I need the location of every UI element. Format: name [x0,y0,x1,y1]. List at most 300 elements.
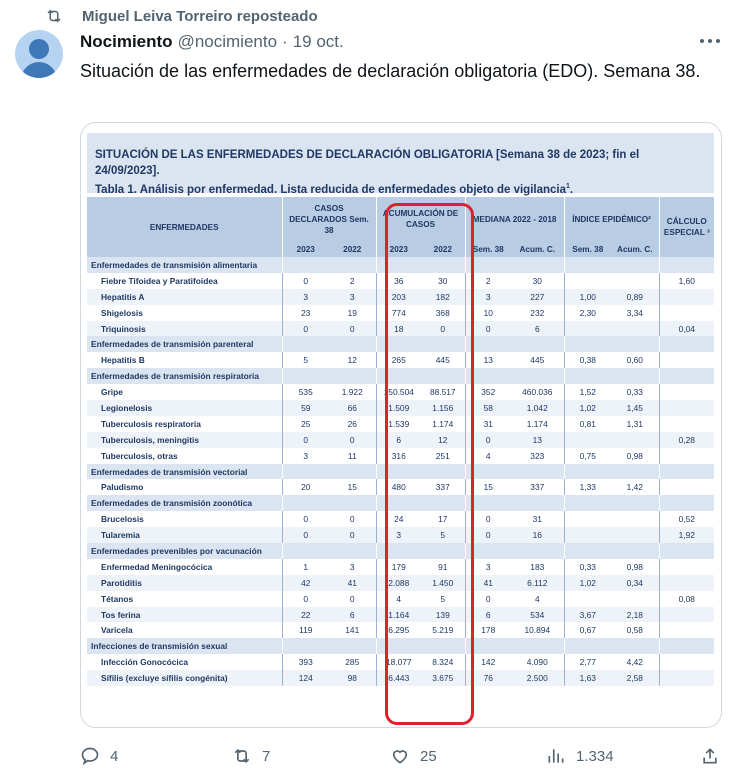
group-empty-cell [564,368,611,384]
table-cell: 535 [282,384,329,400]
table-cell: 1.042 [511,400,564,416]
table-cell: 0,38 [564,352,611,368]
table-cell: 1,42 [626,482,643,493]
more-dot-icon [708,39,712,43]
header-sem38: Sem. 38 [465,241,511,257]
table-cell: 98 [329,670,376,686]
repost-indicator[interactable] [44,6,318,26]
group-empty-cell [376,543,421,559]
table-cell [611,591,659,607]
more-dot-icon [700,39,704,43]
table-cell: 16 [511,527,564,543]
table-cell: 2.088 [376,575,421,591]
table-cell: 2.500 [511,670,564,686]
header-year: 2022 [421,241,465,257]
group-empty-cell [511,543,564,559]
table-cell: 119 [282,622,329,638]
group-name: Enfermedades de transmisión alimentaria [87,257,282,273]
tweet-date[interactable]: 19 oct. [292,32,344,51]
table-cell: 26 [347,418,357,429]
table-cell: 4 [534,593,540,604]
table-row [87,591,714,607]
table-cell: 12 [347,355,357,366]
disease-name: Parotiditis [87,575,282,591]
group-empty-cell [465,336,511,352]
table-cell: 12 [421,432,465,448]
group-empty-cell [564,638,611,654]
avatar-body [21,62,57,78]
separator-dot: · [282,32,288,51]
table-cell: 2,18 [611,607,659,623]
table-cell [659,416,714,432]
document-title-line1: SITUACIÓN DE LAS ENFERMEDADES DE DECLARACIÓN OBLIGATORIA [Semana 38 de 2023; fin el 24/09/2023]. [95,149,640,177]
table-cell: 1,60 [659,273,714,289]
table-cell: 179 [376,559,421,575]
table-row [87,305,714,321]
table-cell [659,575,714,591]
group-empty-cell [465,257,511,273]
share-button[interactable] [700,744,720,768]
table-cell: 0,58 [626,625,643,636]
group-empty-cell [421,543,465,559]
table-cell: 1,00 [564,289,611,305]
table-cell: 232 [530,307,545,318]
table-cell [564,321,611,337]
views-button[interactable] [546,744,614,768]
like-button[interactable] [390,744,437,768]
group-empty-cell [611,368,659,384]
table-cell: 1,52 [564,384,611,400]
table-cell: 8.324 [432,657,454,668]
table-cell: 15 [347,482,357,493]
table-cell: 1,45 [611,400,659,416]
table-cell: 124 [282,670,329,686]
table-cell: 6.112 [511,575,564,591]
header-mediana: MEDIANA 2022 - 2018 [465,197,564,241]
group-empty-cell [511,495,564,511]
table-cell: 0,52 [659,511,714,527]
table-cell: 91 [438,561,448,572]
table-cell: 0 [465,511,511,527]
table-row [87,607,714,623]
group-empty-cell [376,368,421,384]
group-empty-cell [282,368,329,384]
table-cell: 18 [376,321,421,337]
group-empty-cell [465,368,511,384]
group-empty-cell [659,495,714,511]
document-title-line2-wrap: Tabla 1. Análisis por enfermedad. Lista reducida de enfermedades objeto de vigilancia$^1$. [95,183,574,196]
disease-name: Tos ferina [87,607,282,623]
avatar[interactable] [15,30,63,78]
table-cell: 6.443 [376,670,421,686]
table-cell: 142 [465,654,511,670]
table-row [87,273,714,289]
table-cell: 76 [465,670,511,686]
table-row [87,670,714,686]
table-cell: 5 [282,352,329,368]
document-title-sup: 1 [566,183,570,190]
tweet-text: Situación de las enfermedades de declaración obligatoria (EDO). Semana 38. [80,61,701,81]
table-cell: 139 [421,607,465,623]
views-icon [546,746,566,766]
table-cell: 0 [282,321,329,337]
table-cell: 3,67 [564,607,611,623]
group-empty-cell [659,368,714,384]
table-row [87,384,714,400]
tweet-header [80,31,344,53]
reply-count: 4 [110,747,119,765]
table-cell [659,479,714,495]
table-cell [611,321,659,337]
table-cell: 0,98 [626,450,643,461]
disease-name: Fiebre Tifoidea y Paratifoidea [101,275,218,286]
disease-name: Infección Gonocócica [101,657,189,668]
share-icon [700,746,720,766]
table-cell: 6 [465,607,511,623]
table-cell: 5.219 [432,625,454,636]
table-cell: 3 [465,559,511,575]
table-row [87,479,714,495]
table-cell: 30 [532,275,542,286]
group-empty-cell [421,495,465,511]
group-empty-cell [329,464,376,480]
table-cell: 393 [282,654,329,670]
table-row [87,654,714,670]
table-cell: 2 [465,273,511,289]
table-cell: 3.675 [421,670,465,686]
table-cell: 182 [421,289,465,305]
table-cell [564,527,611,543]
table-group-row [87,638,714,654]
reply-button[interactable] [80,744,118,768]
disease-name: Triquinosis [87,321,282,337]
edo-document [87,131,714,723]
group-name: Infecciones de transmisión sexual [87,638,282,654]
table-group-row [87,495,714,511]
table-cell: 6 [376,432,421,448]
table-cell: 265 [376,352,421,368]
group-empty-cell [329,257,376,273]
group-empty-cell [421,257,465,273]
table-cell: 1,02 [564,575,611,591]
header-sem38: Sem. 38 [564,241,611,257]
table-cell: 445 [435,355,450,366]
table-cell: 59 [282,400,329,416]
author-handle[interactable]: @nocimiento [177,32,278,51]
header-acumc: Acum. C. [511,241,564,257]
table-group-row [87,257,714,273]
table-cell: 337 [435,482,450,493]
table-cell [659,654,714,670]
group-empty-cell [282,543,329,559]
avatar-head [29,39,49,59]
group-empty-cell [511,638,564,654]
table-cell [564,273,611,289]
disease-name: Tuberculosis, otras [101,450,178,461]
table-cell: 4 [376,591,421,607]
table-cell: 13 [511,432,564,448]
table-cell: 0,75 [564,448,611,464]
table-cell: 0 [329,432,376,448]
repost-icon [44,7,64,25]
table-cell [611,511,659,527]
disease-name: Hepatitis B [101,355,145,366]
disease-name: Sífilis (excluye sífilis congénita) [87,670,282,686]
table-row [87,352,714,368]
table-group-row [87,464,714,480]
table-cell: 11 [347,450,357,461]
table-cell: 0,60 [626,355,643,366]
table-cell [659,448,714,464]
table-cell: 0 [282,591,329,607]
table-cell: 0,08 [659,591,714,607]
group-empty-cell [465,464,511,480]
table-cell: 1,92 [659,527,714,543]
table-row [87,321,714,337]
table-cell: 3 [376,527,421,543]
disease-name: Legionelosis [87,400,282,416]
table-cell: 0 [421,321,465,337]
group-empty-cell [511,257,564,273]
table-row [87,575,714,591]
table-cell: 251 [435,450,450,461]
table-cell: 0 [465,321,511,337]
table-cell [659,384,714,400]
group-empty-cell [511,464,564,480]
document-title-line2: Tabla 1. Análisis por enfermedad. Lista reducida de enfermedades objeto de vigilancia [95,183,567,196]
group-empty-cell [282,336,329,352]
group-empty-cell [282,495,329,511]
group-empty-cell [564,336,611,352]
table-cell: 534 [511,607,564,623]
table-cell: 5 [440,593,446,604]
table-cell: 2,58 [611,670,659,686]
table-cell [564,591,611,607]
group-empty-cell [564,495,611,511]
disease-name: Brucelosis [101,514,144,525]
table-cell: 31 [465,416,511,432]
table-cell: 480 [376,479,421,495]
table-cell [659,607,714,623]
group-empty-cell [329,368,376,384]
table-cell: 0 [282,432,329,448]
table-cell [611,273,659,289]
table-cell: 1,02 [564,400,611,416]
table-cell: 0 [465,591,511,607]
header-year: 2023 [376,241,421,257]
table-cell [659,400,714,416]
table-cell: 1.174 [526,418,548,429]
group-empty-cell [611,336,659,352]
table-cell: 6.295 [376,622,421,638]
repost-button[interactable] [232,744,270,768]
disease-name: Varicela [101,625,133,636]
table-cell [659,289,714,305]
header-acumulacion: ACUMULACIÓN DE CASOS [376,197,465,241]
group-empty-cell [511,368,564,384]
table-group-row [87,543,714,559]
table-cell: 337 [530,482,545,493]
table-cell: 6 [329,607,376,623]
table-cell: 19 [347,307,357,318]
table-cell: 178 [465,622,511,638]
table-cell: 3 [329,289,376,305]
group-empty-cell [611,638,659,654]
table-cell: 0,89 [611,289,659,305]
table-cell: 5 [421,527,465,543]
table-row [87,448,714,464]
table-cell: 30 [438,275,448,286]
more-options-button[interactable] [700,32,720,50]
table-cell: 0 [349,593,355,604]
table-cell: 2 [349,275,355,286]
disease-name: Tularemia [87,527,282,543]
table-cell: 58 [465,400,511,416]
group-empty-cell [659,543,714,559]
table-cell: 352 [465,384,511,400]
group-empty-cell [659,257,714,273]
table-cell: 1,63 [564,670,611,686]
table-cell: 0,34 [611,575,659,591]
group-empty-cell [421,368,465,384]
more-dot-icon [716,39,720,43]
group-empty-cell [329,336,376,352]
table-cell [611,527,659,543]
table-cell: 0 [349,514,355,525]
table-cell: 23 [282,305,329,321]
table-cell: 227 [511,289,564,305]
header-enfermedades: ENFERMEDADES [87,197,282,257]
table-cell: 1 [282,559,329,575]
table-cell: 6 [511,321,564,337]
table-cell: 0 [465,432,511,448]
group-empty-cell [659,638,714,654]
table-cell: 0,33 [564,559,611,575]
group-empty-cell [564,543,611,559]
header-indice: ÍNDICE EPIDÉMICO² [564,197,659,241]
table-cell: 3 [349,561,355,572]
table-cell: 323 [530,450,545,461]
table-cell: 1.450 [421,575,465,591]
disease-name: Tuberculosis respiratoria [101,418,201,429]
disease-name: Shigelosis [101,307,143,318]
table-cell [659,352,714,368]
table-cell: 0,67 [564,622,611,638]
table-cell: 368 [435,307,450,318]
header-calculo: CÁLCULO ESPECIAL ³ [659,197,714,257]
table-cell: 0,33 [626,387,643,398]
table-cell: 183 [530,561,545,572]
group-name: Enfermedades de transmisión parenteral [87,336,282,352]
group-empty-cell [282,638,329,654]
disease-name: Hepatitis A [87,289,282,305]
table-row [87,511,714,527]
table-cell: 36 [376,273,421,289]
table-cell: 66 [329,400,376,416]
tweet-media-image[interactable] [80,122,722,728]
group-empty-cell [511,336,564,352]
table-cell: 0 [329,527,376,543]
group-empty-cell [465,543,511,559]
table-cell: 15 [465,479,511,495]
table-cell: 1,31 [626,418,643,429]
table-cell: 0,28 [659,432,714,448]
disease-name: Paludismo [101,482,144,493]
group-empty-cell [376,638,421,654]
group-empty-cell [376,336,421,352]
table-cell: 3,34 [626,307,643,318]
table-cell: 20 [282,479,329,495]
group-empty-cell [282,464,329,480]
table-row [87,622,714,638]
table-cell [659,622,714,638]
table-cell: 10 [465,305,511,321]
group-empty-cell [376,495,421,511]
table-row [87,416,714,432]
table-cell: 0 [282,527,329,543]
table-cell: 41 [465,575,511,591]
table-cell: 316 [376,448,421,464]
edo-table-body [87,257,714,686]
repost-text: Miguel Leiva Torreiro reposteado [82,7,318,25]
table-cell: 41 [329,575,376,591]
table-cell: 4.090 [526,657,548,668]
table-cell: 460.036 [522,387,553,398]
table-cell: 3 [465,289,511,305]
table-cell: 1.509 [376,400,421,416]
table-row [87,527,714,543]
disease-name: Tuberculosis, meningitis [87,432,282,448]
group-empty-cell [564,464,611,480]
table-cell: 1.922 [341,387,363,398]
header-year: 2022 [329,241,376,257]
table-cell: 1.174 [432,418,454,429]
heart-icon [390,746,410,766]
table-cell: 4,42 [626,657,643,668]
like-count: 25 [420,747,437,765]
table-cell: 285 [345,657,360,668]
group-name: Enfermedades de transmisión respiratoria [87,368,282,384]
table-cell: 2,77 [564,654,611,670]
table-row [87,289,714,305]
group-empty-cell [465,495,511,511]
disease-name: Gripe [101,387,123,398]
table-row [87,559,714,575]
table-cell [564,511,611,527]
disease-name: Tétanos [101,593,134,604]
reply-icon [80,746,100,766]
group-empty-cell [659,336,714,352]
table-cell: 24 [376,511,421,527]
group-name: Enfermedades de transmisión zoonótica [87,495,282,511]
table-cell: 4 [465,448,511,464]
table-cell: 22 [282,607,329,623]
group-empty-cell [329,543,376,559]
document-title [87,133,714,196]
group-empty-cell [376,464,421,480]
table-cell: 203 [376,289,421,305]
author-name[interactable]: Nocimiento [80,32,173,51]
table-cell [659,670,714,686]
table-cell: 445 [530,355,545,366]
group-name: Enfermedades prevenibles por vacunación [87,543,282,559]
table-cell: 0,04 [659,321,714,337]
table-cell: 2,30 [564,305,611,321]
table-cell: 1.156 [421,400,465,416]
table-cell: 13 [465,352,511,368]
header-acumc: Acum. C. [611,241,659,257]
table-cell: 17 [438,514,448,525]
